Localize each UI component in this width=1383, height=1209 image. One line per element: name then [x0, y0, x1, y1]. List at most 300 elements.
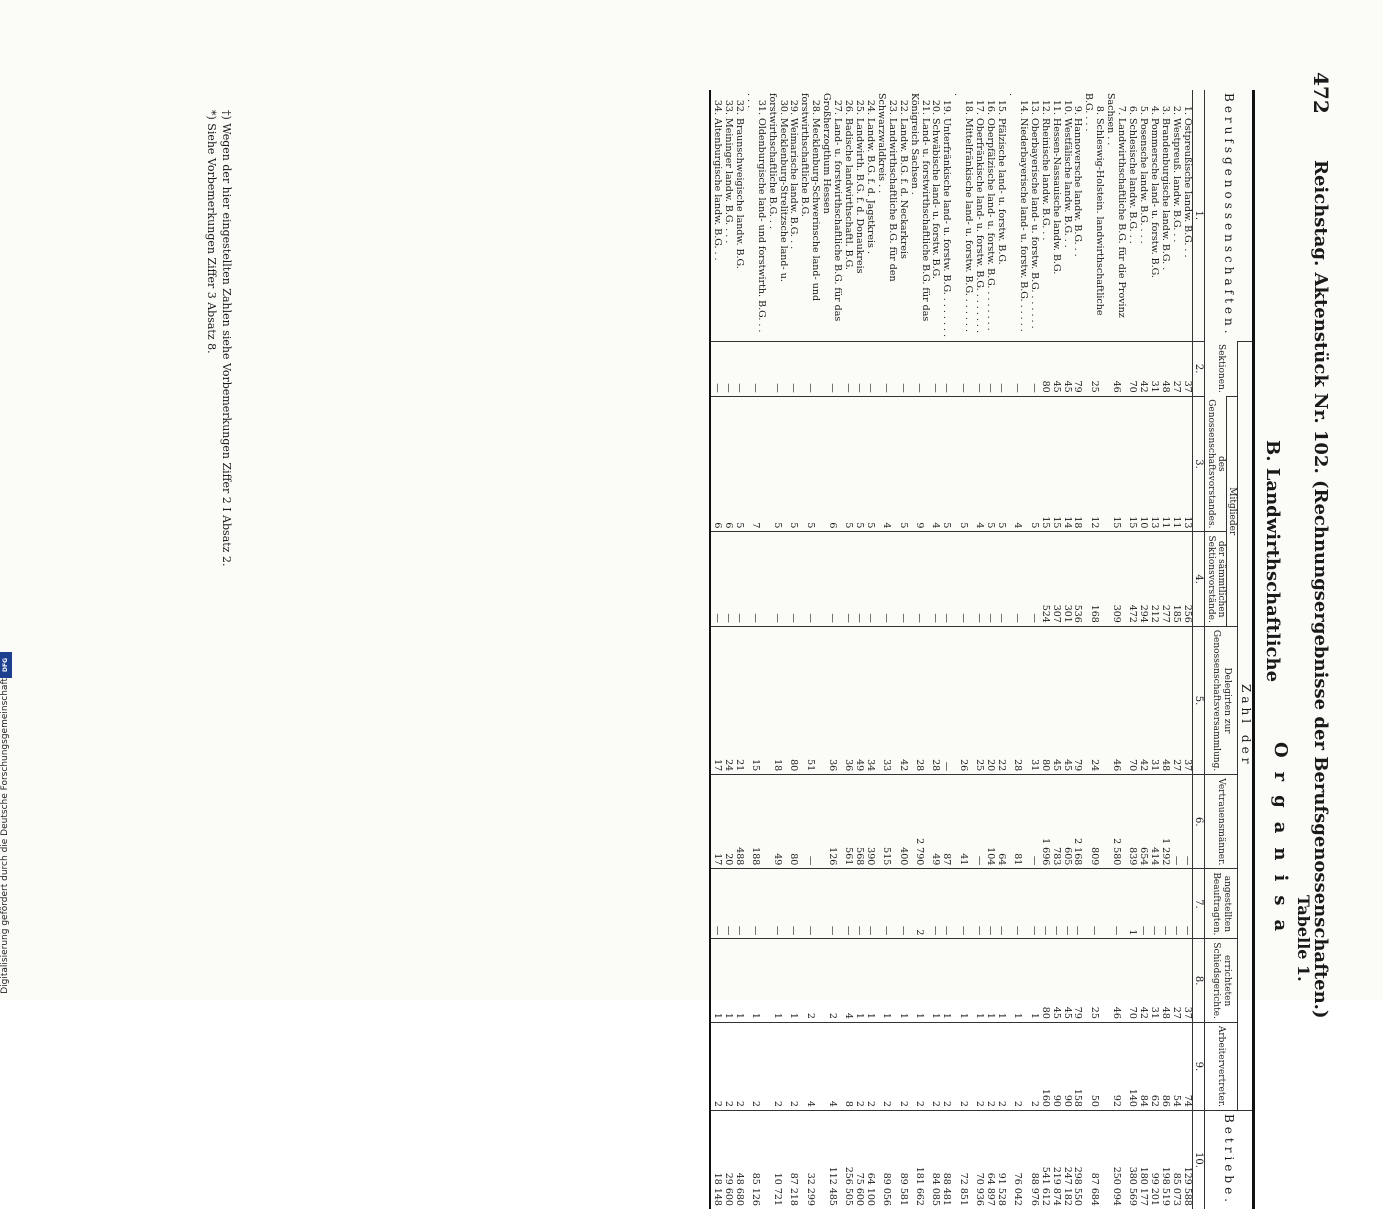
- cell-delegirten: 18: [766, 626, 788, 774]
- cell-betriebe: 88 976: [1028, 1110, 1039, 1209]
- cell-betriebe: 129 588: [1181, 1110, 1192, 1209]
- cell-sekt-vorstaende: —: [897, 532, 908, 626]
- cell-betriebe: 87 684: [1082, 1110, 1104, 1209]
- cell-sekt-vorstaende: —: [1006, 532, 1028, 626]
- cell-sekt-vorstaende: —: [864, 532, 875, 626]
- cell-arbeitervertreter: 2: [951, 1022, 973, 1110]
- cell-vertrauensmaenner: 81: [1006, 775, 1028, 869]
- cell-beauftragte: —: [875, 869, 897, 939]
- row-name: Westfälische landw. B.G. . .: [1061, 118, 1073, 248]
- row-number: 7.: [1116, 105, 1128, 115]
- cell-beauftragte: —: [973, 869, 984, 939]
- row-name-cell: [1082, 90, 1104, 341]
- cell-betriebe: 85 126: [744, 1110, 766, 1209]
- cell-beauftragte: —: [798, 869, 820, 939]
- cell-sekt-vorstaende: 536: [1072, 532, 1083, 626]
- table-row: [744, 90, 766, 1209]
- row-name: Hessen-Nassauische landw. B.G.: [1050, 118, 1062, 275]
- row-number: 14.: [1017, 99, 1029, 115]
- cell-delegirten: 45: [1050, 626, 1061, 774]
- cell-arbeitervertreter: 2: [766, 1022, 788, 1110]
- cell-schiedsgerichte: 46: [1104, 939, 1126, 1022]
- row-name-cell: [788, 90, 799, 341]
- cell-sektionen: —: [1006, 341, 1028, 396]
- cell-vorstand: 5: [1028, 396, 1039, 532]
- cell-schiedsgerichte: 25: [1082, 939, 1104, 1022]
- cell-vertrauensmaenner: 2 168: [1072, 775, 1083, 869]
- cell-beauftragte: —: [766, 869, 788, 939]
- row-name-cell: [1039, 90, 1050, 341]
- cell-delegirten: 31: [1148, 626, 1159, 774]
- cell-sekt-vorstaende: —: [798, 532, 820, 626]
- header-schiedsgerichte: errichteten Schiedsgerichte.: [1205, 939, 1238, 1022]
- cell-delegirten: 33: [875, 626, 897, 774]
- cell-delegirten: 24: [722, 626, 733, 774]
- cell-sektionen: 25: [1082, 341, 1104, 396]
- header-arbeitervertreter: Arbeitervertreter.: [1205, 1022, 1238, 1110]
- cell-beauftragte: —: [744, 869, 766, 939]
- cell-arbeitervertreter: 140: [1126, 1022, 1137, 1110]
- header-vorstand-genossenschaft: des Genossenschaftsvorstandes.: [1205, 396, 1227, 532]
- cell-sektionen: —: [864, 341, 875, 396]
- table-row: [710, 90, 722, 1209]
- cell-vertrauensmaenner: 188: [744, 775, 766, 869]
- cell-vertrauensmaenner: 126: [820, 775, 842, 869]
- cell-sekt-vorstaende: —: [984, 532, 995, 626]
- cell-vertrauensmaenner: 49: [766, 775, 788, 869]
- cell-schiedsgerichte: 2: [798, 939, 820, 1022]
- row-number: 33.: [722, 99, 734, 115]
- cell-delegirten: 46: [1104, 626, 1126, 774]
- cell-betriebe: 112 485: [820, 1110, 842, 1209]
- cell-beauftragte: —: [1050, 869, 1061, 939]
- cell-beauftragte: 1: [1126, 869, 1137, 939]
- cell-betriebe: 10 721: [766, 1110, 788, 1209]
- cell-arbeitervertreter: 90: [1050, 1022, 1061, 1110]
- cell-delegirten: 24: [1082, 626, 1104, 774]
- cell-arbeitervertreter: 54: [1170, 1022, 1181, 1110]
- row-name: Pfälzische land- u. forstw. B.G.: [996, 118, 1007, 265]
- table-row: [984, 90, 995, 1209]
- row-name: Pommersche land- u. forstw. B.G.: [1148, 118, 1160, 278]
- cell-sekt-vorstaende: 256: [1181, 532, 1192, 626]
- cell-betriebe: 64 897: [984, 1110, 995, 1209]
- table-row: [875, 90, 897, 1209]
- cell-delegirten: 45: [1061, 626, 1072, 774]
- table-row: [820, 90, 842, 1209]
- table-row: [798, 90, 820, 1209]
- cell-sekt-vorstaende: —: [722, 532, 733, 626]
- cell-delegirten: 34: [864, 626, 875, 774]
- cell-sektionen: —: [984, 341, 995, 396]
- cell-delegirten: 27: [1170, 626, 1181, 774]
- cell-sekt-vorstaende: 212: [1148, 532, 1159, 626]
- row-name-cell: [1006, 90, 1028, 341]
- cell-vertrauensmaenner: 104: [984, 775, 995, 869]
- cell-sektionen: 46: [1104, 341, 1126, 396]
- cell-schiedsgerichte: 42: [1137, 939, 1148, 1022]
- cell-delegirten: 42: [1137, 626, 1148, 774]
- row-name: Badische landwirthschaftl. B.G.: [843, 118, 855, 270]
- cell-schiedsgerichte: 31: [1148, 939, 1159, 1022]
- cell-schiedsgerichte: 37: [1181, 939, 1192, 1022]
- cell-schiedsgerichte: 27: [1170, 939, 1181, 1022]
- row-name-cell: [744, 90, 766, 341]
- cell-sektionen: 70: [1126, 341, 1137, 396]
- cell-arbeitervertreter: 2: [722, 1022, 733, 1110]
- cell-delegirten: 22: [995, 626, 1006, 774]
- cell-vertrauensmaenner: 49: [930, 775, 941, 869]
- row-number: 24.: [864, 99, 876, 115]
- cell-sekt-vorstaende: 472: [1126, 532, 1137, 626]
- cell-sekt-vorstaende: 294: [1137, 532, 1148, 626]
- cell-sektionen: —: [897, 341, 908, 396]
- cell-vorstand: 5: [984, 396, 995, 532]
- cell-vorstand: 5: [842, 396, 853, 532]
- row-name-cell: [722, 90, 733, 341]
- table-row: [864, 90, 875, 1209]
- table-label: Tabelle 1.: [1294, 895, 1313, 982]
- row-name: Oldenburgische land- und forstwirth. B.G. . . . . .: [744, 93, 767, 333]
- column-number-row: [1192, 90, 1205, 1209]
- cell-sektionen: —: [788, 341, 799, 396]
- cell-betriebe: 89 581: [897, 1110, 908, 1209]
- cell-betriebe: 75 600: [853, 1110, 864, 1209]
- cell-beauftragte: —: [820, 869, 842, 939]
- cell-beauftragte: —: [1170, 869, 1181, 939]
- cell-sekt-vorstaende: —: [908, 532, 930, 626]
- cell-betriebe: 87 218: [788, 1110, 799, 1209]
- cell-arbeitervertreter: 74: [1181, 1022, 1192, 1110]
- cell-arbeitervertreter: 2: [984, 1022, 995, 1110]
- cell-sektionen: —: [930, 341, 941, 396]
- cell-arbeitervertreter: 2: [995, 1022, 1006, 1110]
- column-number: 8.: [1192, 939, 1205, 1022]
- cell-schiedsgerichte: 1: [984, 939, 995, 1022]
- header-delegirten: Delegirten zur Genossenschaftsversammlung.: [1205, 626, 1238, 774]
- cell-vorstand: 4: [875, 396, 897, 532]
- table-row: [766, 90, 788, 1209]
- cell-betriebe: 70 936: [973, 1110, 984, 1209]
- column-number: 4.: [1192, 532, 1205, 626]
- row-number: 4.: [1148, 105, 1160, 115]
- cell-beauftragte: —: [940, 869, 951, 939]
- cell-delegirten: 25: [973, 626, 984, 774]
- cell-vertrauensmaenner: 17: [710, 775, 722, 869]
- cell-beauftragte: —: [1148, 869, 1159, 939]
- cell-sekt-vorstaende: —: [788, 532, 799, 626]
- cell-beauftragte: —: [733, 869, 744, 939]
- cell-arbeitervertreter: 92: [1104, 1022, 1126, 1110]
- cell-sektionen: —: [951, 341, 973, 396]
- cell-betriebe: 84 085: [930, 1110, 941, 1209]
- cell-beauftragte: —: [1181, 869, 1192, 939]
- cell-vertrauensmaenner: 390: [864, 775, 875, 869]
- footnotes: [203, 110, 233, 670]
- cell-vorstand: 13: [1148, 396, 1159, 532]
- cell-schiedsgerichte: 1: [864, 939, 875, 1022]
- row-name: Weimarische landw. B.G. . .: [788, 118, 800, 250]
- cell-beauftragte: —: [853, 869, 864, 939]
- cell-sekt-vorstaende: —: [820, 532, 842, 626]
- digitization-credit: [0, 606, 12, 994]
- cell-sekt-vorstaende: —: [930, 532, 941, 626]
- cell-arbeitervertreter: 2: [864, 1022, 875, 1110]
- cell-vorstand: 5: [864, 396, 875, 532]
- cell-betriebe: 85 073: [1170, 1110, 1181, 1209]
- cell-sektionen: —: [875, 341, 897, 396]
- cell-schiedsgerichte: 4: [842, 939, 853, 1022]
- cell-delegirten: 37: [1181, 626, 1192, 774]
- cell-arbeitervertreter: 2: [908, 1022, 930, 1110]
- table-row: [1126, 90, 1137, 1209]
- cell-delegirten: 80: [1039, 626, 1050, 774]
- table-row: [733, 90, 744, 1209]
- cell-delegirten: 28: [1006, 626, 1028, 774]
- cell-sektionen: 79: [1072, 341, 1083, 396]
- cell-delegirten: 21: [733, 626, 744, 774]
- cell-sekt-vorstaende: —: [1028, 532, 1039, 626]
- row-name: Mittelfränkische land- u. forstw. B.G. . . . . . . .: [952, 93, 975, 332]
- header-sektionen: Sektionen.: [1205, 341, 1238, 396]
- cell-vertrauensmaenner: 2 790: [908, 775, 930, 869]
- cell-betriebe: 48 680: [733, 1110, 744, 1209]
- dfg-logo: [0, 652, 12, 678]
- cell-arbeitervertreter: 160: [1039, 1022, 1050, 1110]
- cell-arbeitervertreter: 2: [973, 1022, 984, 1110]
- row-number: 26.: [843, 99, 855, 115]
- cell-delegirten: 36: [820, 626, 842, 774]
- header-mitglieder: Mitglieder: [1226, 396, 1237, 626]
- row-name-cell: [973, 90, 984, 341]
- row-name-cell: [908, 90, 930, 341]
- row-name-cell: [1148, 90, 1159, 341]
- cell-schiedsgerichte: 2: [820, 939, 842, 1022]
- row-name-cell: [1170, 90, 1181, 341]
- cell-arbeitervertreter: 2: [710, 1022, 722, 1110]
- column-number: 10.: [1192, 1110, 1205, 1209]
- cell-vorstand: 4: [930, 396, 941, 532]
- cell-vorstand: 11: [1170, 396, 1181, 532]
- cell-betriebe: 256 505: [842, 1110, 853, 1209]
- cell-delegirten: 70: [1126, 626, 1137, 774]
- cell-vertrauensmaenner: 2 580: [1104, 775, 1126, 869]
- cell-vorstand: 5: [733, 396, 744, 532]
- row-name-cell: [1072, 90, 1083, 341]
- cell-schiedsgerichte: 1: [766, 939, 788, 1022]
- row-number: 3.: [1159, 105, 1171, 115]
- cell-sektionen: 27: [1170, 341, 1181, 396]
- row-name: Niederbayerische land- u. forstw. B.G. . . . . . .: [1006, 93, 1029, 332]
- cell-schiedsgerichte: 1: [930, 939, 941, 1022]
- cell-vorstand: 10: [1137, 396, 1148, 532]
- row-number: 20.: [930, 99, 942, 115]
- cell-arbeitervertreter: 2: [788, 1022, 799, 1110]
- cell-betriebe: 181 662: [908, 1110, 930, 1209]
- cell-betriebe: 298 550: [1072, 1110, 1083, 1209]
- cell-beauftragte: —: [864, 869, 875, 939]
- column-number: 6.: [1192, 775, 1205, 869]
- row-name-cell: [733, 90, 744, 341]
- cell-delegirten: 15: [744, 626, 766, 774]
- cell-beauftragte: —: [1028, 869, 1039, 939]
- cell-arbeitervertreter: 90: [1061, 1022, 1072, 1110]
- table-row: [908, 90, 930, 1209]
- row-number: 23.: [886, 99, 898, 115]
- cell-betriebe: 247 182: [1061, 1110, 1072, 1209]
- row-name: Hannoversche landw. B.G. . .: [1072, 118, 1084, 257]
- cell-sekt-vorstaende: 168: [1082, 532, 1104, 626]
- row-name: Oberpfälzische land- u. forstw. B.G. . . . . . . .: [985, 118, 997, 331]
- row-name-cell: [1104, 90, 1126, 341]
- cell-schiedsgerichte: 80: [1039, 939, 1050, 1022]
- row-number: 8.: [1094, 105, 1106, 115]
- cell-vertrauensmaenner: 1 292: [1159, 775, 1170, 869]
- cell-delegirten: 80: [788, 626, 799, 774]
- row-number: 31.: [755, 99, 767, 115]
- cell-vorstand: 13: [1181, 396, 1192, 532]
- cell-vertrauensmaenner: —: [798, 775, 820, 869]
- footnote-dagger: †) Wegen der hier eingestellten Zahlen siehe Vorbemerkungen Ziffer 2 I Absatz 2.: [220, 110, 233, 567]
- cell-arbeitervertreter: 158: [1072, 1022, 1083, 1110]
- cell-arbeitervertreter: 4: [820, 1022, 842, 1110]
- table-row: [930, 90, 941, 1209]
- cell-sektionen: —: [722, 341, 733, 396]
- row-name: Brandenburgische landw. B.G. .: [1159, 118, 1171, 271]
- cell-schiedsgerichte: 79: [1072, 939, 1083, 1022]
- cell-vertrauensmaenner: 488: [733, 775, 744, 869]
- row-number: 32.: [733, 99, 745, 115]
- cell-vertrauensmaenner: 568: [853, 775, 864, 869]
- table-row: [1061, 90, 1072, 1209]
- row-name-cell: [995, 90, 1006, 341]
- row-number: 19.: [941, 99, 953, 115]
- cell-betriebe: 219 874: [1050, 1110, 1061, 1209]
- row-number: 10.: [1061, 99, 1073, 115]
- row-name-cell: [1181, 90, 1192, 341]
- column-number: 9.: [1192, 1022, 1205, 1110]
- row-name: Unterfränkische land- u. forstw. B.G. . . . . . . .: [941, 118, 953, 338]
- cell-vorstand: 15: [1050, 396, 1061, 532]
- row-name-cell: [864, 90, 875, 341]
- cell-sekt-vorstaende: —: [951, 532, 973, 626]
- running-title: Reichstag. Aktenstück Nr. 102. (Rechnungsergebnisse der Berufsgenossenschaften.): [1310, 160, 1331, 1019]
- cell-sektionen: —: [710, 341, 722, 396]
- table-row: [1050, 90, 1061, 1209]
- row-number: 29.: [788, 99, 800, 115]
- row-number: 12.: [1039, 99, 1051, 115]
- cell-delegirten: 26: [951, 626, 973, 774]
- cell-vorstand: 12: [1082, 396, 1104, 532]
- cell-beauftragte: —: [951, 869, 973, 939]
- header-row-top: [1238, 90, 1254, 1209]
- row-name-cell: [984, 90, 995, 341]
- row-number: 15.: [996, 99, 1007, 115]
- cell-schiedsgerichte: 1: [744, 939, 766, 1022]
- table-row: [1181, 90, 1192, 1209]
- row-number: 2.: [1170, 105, 1182, 115]
- row-number: 13.: [1028, 99, 1040, 115]
- cell-sekt-vorstaende: —: [940, 532, 951, 626]
- cell-vorstand: 15: [1039, 396, 1050, 532]
- section-heading: B. Landwirthschaftliche: [1262, 440, 1283, 683]
- column-number: 2.: [1192, 341, 1205, 396]
- cell-sektionen: —: [853, 341, 864, 396]
- cell-sektionen: —: [744, 341, 766, 396]
- cell-beauftragte: —: [1039, 869, 1050, 939]
- row-number: 6.: [1127, 105, 1139, 115]
- cell-sektionen: 80: [1039, 341, 1050, 396]
- row-number: 9.: [1072, 105, 1084, 115]
- row-name-cell: [1061, 90, 1072, 341]
- table-row: [1072, 90, 1083, 1209]
- cell-vorstand: 5: [798, 396, 820, 532]
- cell-betriebe: 180 177: [1137, 1110, 1148, 1209]
- cell-sektionen: —: [940, 341, 951, 396]
- cell-sekt-vorstaende: —: [853, 532, 864, 626]
- cell-betriebe: 99 201: [1148, 1110, 1159, 1209]
- cell-vertrauensmaenner: —: [1181, 775, 1192, 869]
- row-number: 1.: [1181, 105, 1193, 115]
- cell-beauftragte: —: [1082, 869, 1104, 939]
- cell-beauftragte: —: [1104, 869, 1126, 939]
- row-name-cell: [1137, 90, 1148, 341]
- header-betriebe: Betriebe.: [1205, 1110, 1254, 1209]
- cell-delegirten: 42: [897, 626, 908, 774]
- cell-sekt-vorstaende: 277: [1159, 532, 1170, 626]
- cell-beauftragte: —: [842, 869, 853, 939]
- cell-sektionen: —: [798, 341, 820, 396]
- cell-schiedsgerichte: 1: [788, 939, 799, 1022]
- row-name-cell: [1050, 90, 1061, 341]
- row-name-cell: [875, 90, 897, 341]
- row-name: Posensche landw. B.G. . . .: [1137, 118, 1149, 244]
- cell-vertrauensmaenner: 605: [1061, 775, 1072, 869]
- row-name-cell: [766, 90, 788, 341]
- row-number: 27.: [832, 99, 844, 115]
- table-body: [710, 90, 1192, 1209]
- cell-delegirten: 49: [853, 626, 864, 774]
- row-name-cell: [798, 90, 820, 341]
- cell-vorstand: 5: [951, 396, 973, 532]
- cell-sekt-vorstaende: —: [766, 532, 788, 626]
- cell-arbeitervertreter: 2: [853, 1022, 864, 1110]
- row-name-cell: [1028, 90, 1039, 341]
- cell-schiedsgerichte: 45: [1061, 939, 1072, 1022]
- cell-vorstand: 5: [853, 396, 864, 532]
- cell-betriebe: 32 299: [798, 1110, 820, 1209]
- cell-arbeitervertreter: 8: [842, 1022, 853, 1110]
- cell-sekt-vorstaende: 301: [1061, 532, 1072, 626]
- cell-beauftragte: —: [995, 869, 1006, 939]
- cell-schiedsgerichte: 70: [1126, 939, 1137, 1022]
- row-number: 30.: [777, 99, 789, 115]
- row-number: 5.: [1137, 105, 1149, 115]
- cell-vertrauensmaenner: —: [1170, 775, 1181, 869]
- cell-delegirten: 17: [710, 626, 722, 774]
- cell-arbeitervertreter: 2: [1028, 1022, 1039, 1110]
- cell-schiedsgerichte: 1: [1028, 939, 1039, 1022]
- cell-schiedsgerichte: 1: [951, 939, 973, 1022]
- row-number: 17.: [974, 99, 986, 115]
- cell-schiedsgerichte: 45: [1050, 939, 1061, 1022]
- cell-betriebe: 89 056: [875, 1110, 897, 1209]
- cell-betriebe: 88 481: [940, 1110, 951, 1209]
- cell-vertrauensmaenner: 414: [1148, 775, 1159, 869]
- row-name: Mecklenburg-Schwerinsche land- und forstwirthschaftliche B.G.: [799, 93, 822, 302]
- cell-arbeitervertreter: 84: [1137, 1022, 1148, 1110]
- cell-delegirten: 48: [1159, 626, 1170, 774]
